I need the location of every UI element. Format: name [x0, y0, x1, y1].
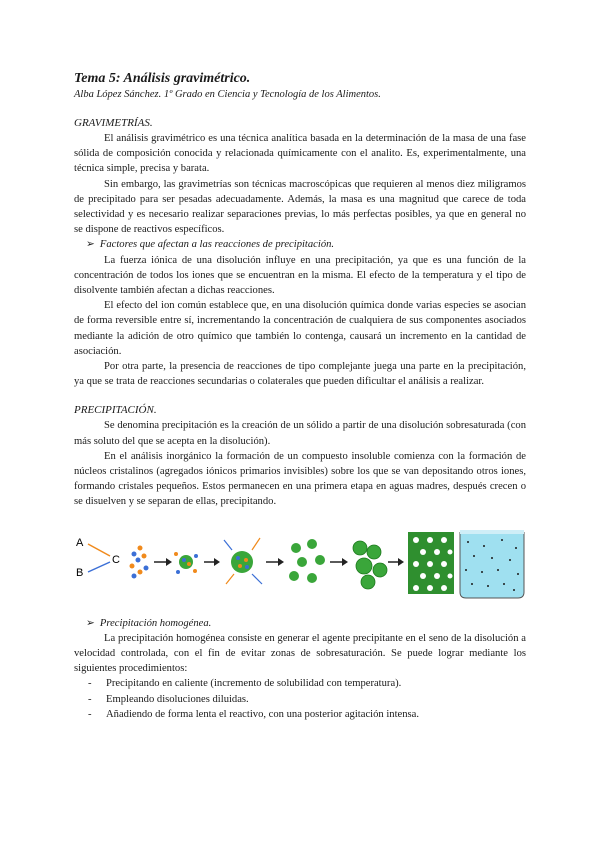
list-item-text: Añadiendo de forma lenta el reactivo, con una posterior agitación intensa.: [106, 708, 419, 720]
paragraph: Se denomina precipitación es la creación de un sólido a partir de una disolución sobresaturada (con más soluto del que se acepta en la disolución).: [74, 420, 526, 447]
label-b: B: [76, 566, 84, 579]
dash-bullet: -: [88, 678, 92, 690]
label-a: A: [76, 536, 84, 549]
paragraph: El análisis gravimétrico es una técnica analítica basada en la determinación de la masa de una fase sólida de composición conocida y relacionada químicamente con el analito. Es, experimentalmente, una técnica simple, precisa y barata.: [74, 133, 526, 175]
paragraph: Sin embargo, las gravimetrías son técnicas macroscópicas que requieren al menos diez miligramos de precipitado para ser pesadas adecuadamente. Además, la masa es una magnitud que carece de toda selectividad y es necesario realizar separaciones previas, lo más perfectas posibles, ya que en general no se dispone de reactivos específicos.: [74, 178, 526, 236]
list-item: [74, 692, 526, 707]
procedure-list: [74, 676, 526, 722]
section-heading-gravimetrias: GRAVIMETRÍAS.: [74, 117, 153, 129]
arrow-a-icon: [88, 544, 110, 556]
bullet-label: Factores que afectan a las reacciones de precipitación.: [99, 239, 335, 251]
paragraph: La precipitación homogénea consiste en generar el agente precipitante en el seno de la disolución a velocidad controlada, con el fin de evitar zonas de sobresaturación. Se puede lograr mediante los siguientes procedimientos:: [74, 632, 526, 675]
precipitate-mass-icon: [408, 532, 454, 594]
precipitation-diagram: [74, 526, 526, 602]
beaker-icon: [460, 530, 524, 598]
dash-bullet: -: [88, 708, 92, 720]
subsection-bullet-factores: [74, 237, 526, 252]
paragraph: El efecto del ion común establece que, en una disolución química donde varias especies se asocian de forma reversible entre sí, incrementando la concentración de cualquiera de sus componentes asociados mediante la adición de otro químico que también lo contenga, causará un incremento en la cantidad de asociación.: [74, 300, 526, 357]
paragraph: La fuerza iónica de una disolución influye en una precipitación, ya que es una función de la concentración de todos los iones que se encuentran en la misma. El efecto de la temperatura y el tipo de disolvente también afectan a dichas reacciones.: [74, 254, 526, 297]
document-subtitle: Alba López Sánchez. 1º Grado en Ciencia y Tecnología de los Alimentos.: [74, 89, 381, 100]
list-item-text: Precipitando en caliente (incremento de solubilidad con temperatura).: [106, 678, 402, 690]
arrow-b-icon: [88, 562, 110, 572]
paragraph: En el análisis inorgánico la formación de un compuesto insoluble comienza con la formación de núcleos cristalinos (agregados iónicos primarios invisibles) sobre los que se van depositando otros iones, formando cristales pequeños. Estos permanecen en una primera etapa en aguas madres, después crecen o se disuelven y se separan de ellas, precipitando.: [74, 450, 526, 508]
section-heading-precipitacion: PRECIPITACIÓN.: [74, 404, 157, 417]
nucleus-icon: [174, 552, 198, 574]
list-item: [74, 676, 526, 691]
bullet-label: Precipitación homogénea.: [99, 617, 212, 629]
list-item-text: Empleando disoluciones diluidas.: [106, 693, 249, 705]
label-c: C: [112, 553, 120, 566]
ion-cluster-icon: [130, 545, 149, 578]
document-title: Tema 5: Análisis gravimétrico.: [74, 71, 251, 86]
precipitation-diagram-svg: [74, 526, 526, 602]
crystal-growth-icon: [224, 538, 262, 584]
arrow-bullet-icon: ➢: [86, 239, 95, 251]
list-item: [74, 707, 526, 722]
subsection-bullet-homogenea: [74, 616, 526, 631]
dash-bullet: -: [88, 693, 92, 705]
document-content: [74, 70, 526, 722]
crystals-icon: [289, 539, 325, 583]
arrow-bullet-icon: ➢: [86, 617, 95, 629]
paragraph: Por otra parte, la presencia de reacciones de tipo complejante juega una parte en la precipitación, ya que se trata de reacciones secundarias o colaterales que pueden dificultar el análisis a realizar.: [74, 361, 526, 388]
grown-crystals-icon: [353, 541, 387, 589]
